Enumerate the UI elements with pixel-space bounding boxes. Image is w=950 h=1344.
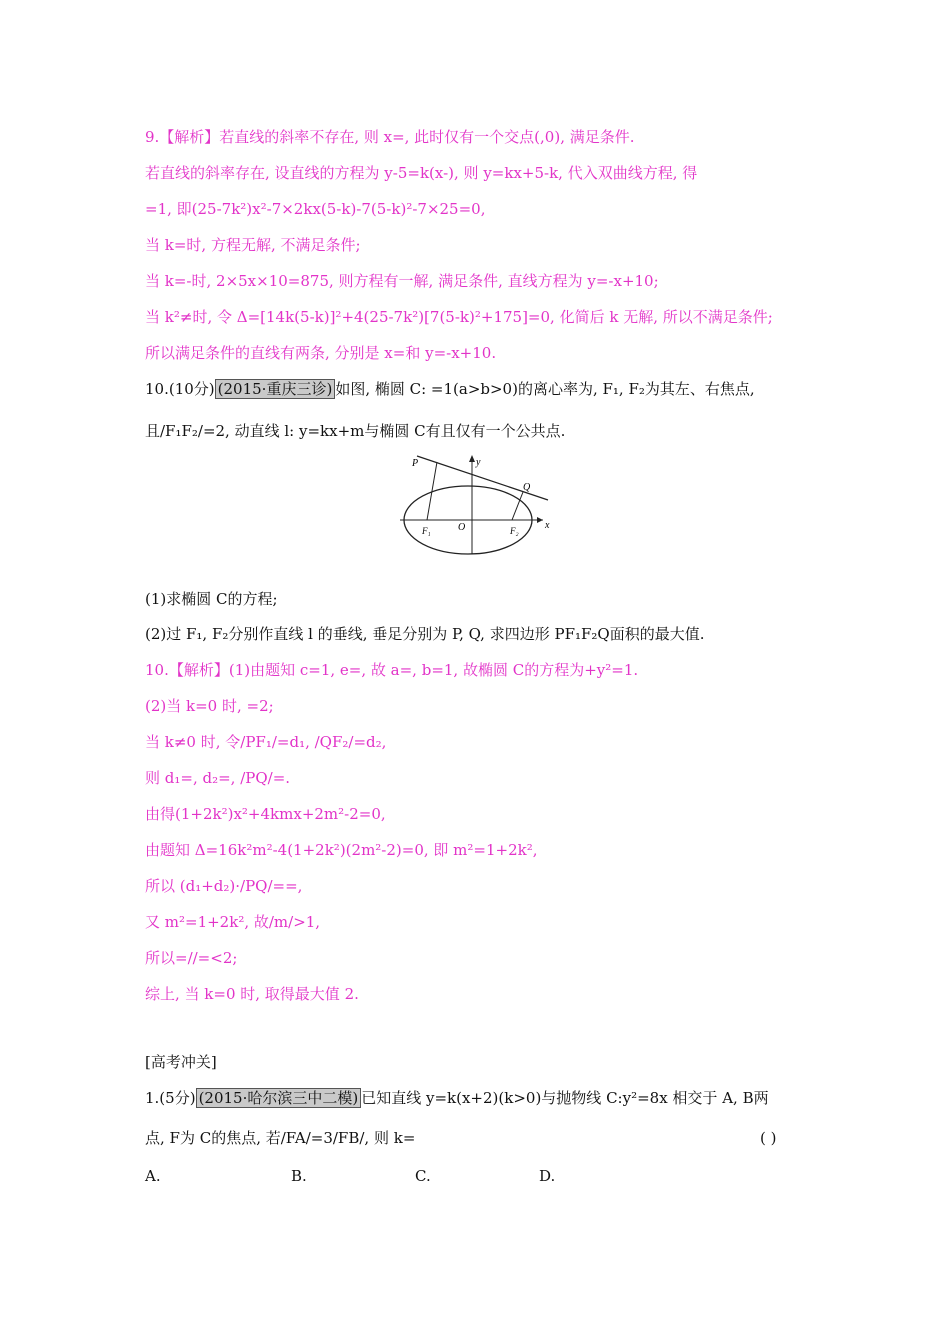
sol10-line-6: 由题知 Δ=16k²m²-4(1+2k²)(2m²-2)=0, 即 m²=1+2k², [145,841,538,859]
label-f2: F₂ [510,526,519,536]
sol10-line-7: 所以 (d₁+d₂)·/PQ/==, [145,877,303,895]
source-tag: (2015·哈尔滨三中二模) [196,1088,362,1108]
prob10-line-2: 且/F₁F₂/=2, 动直线 l: y=kx+m与椭圆 C有且仅有一个公共点. [145,422,566,440]
sol10-line-1: 10.【解析】(1)由题知 c=1, e=, 故 a=, b=1, 故椭圆 C的方程为+y²=1. [145,661,639,679]
prob1-line-2: 点, F为 C的焦点, 若/FA/=3/FB/, 则 k= [145,1129,416,1147]
sol9-line-1: 9.【解析】若直线的斜率不存在, 则 x=, 此时仅有一个交点(,0), 满足条件. [145,128,635,146]
prob1-text-1: 已知直线 y=k(x+2)(k>0)与抛物线 C:y²=8x 相交于 A, B两 [361,1089,769,1107]
label-x: x [545,520,550,531]
source-tag: (2015·重庆三诊) [215,379,336,399]
label-q: Q [523,482,531,493]
sol9-line-3: =1, 即(25-7k²)x²-7×2kx(5-k)-7(5-k)²-7×25=0, [145,200,486,218]
option-d: D. [539,1167,556,1185]
prob1-line-1 [145,1088,769,1108]
option-b: B. [291,1167,307,1185]
label-p: P [412,458,419,469]
ellipse-figure [395,452,555,562]
sol10-line-5: 由得(1+2k²)x²+4kmx+2m²-2=0, [145,805,386,823]
sol9-line-5: 当 k=-时, 2×5x×10=875, 则方程有一解, 满足条件, 直线方程为 y=-x+10; [145,272,659,290]
sol9-line-7: 所以满足条件的直线有两条, 分别是 x=和 y=-x+10. [145,344,497,362]
label-f1: F₁ [422,526,431,536]
label-y: y [476,457,481,468]
sol10-line-3: 当 k≠0 时, 令/PF₁/=d₁, /QF₂/=d₂, [145,733,387,751]
prob10-question-2: (2)过 F₁, F₂分别作直线 l 的垂线, 垂足分别为 P, Q, 求四边形 PF₁F₂Q面积的最大值. [145,625,705,643]
sol10-line-9: 所以=//=<2; [145,949,238,967]
sol10-line-8: 又 m²=1+2k², 故/m/>1, [145,913,321,931]
prob10-number: 10.(10分) [145,380,215,398]
sol10-line-4: 则 d₁=, d₂=, /PQ/=. [145,769,291,787]
answer-parentheses: ( ) [760,1129,777,1147]
sol10-line-2: (2)当 k=0 时, =2; [145,697,274,715]
prob10-text-1: 如图, 椭圆 C: =1(a>b>0)的离心率为, F₁, F₂为其左、右焦点, [335,380,755,398]
prob10-question-1: (1)求椭圆 C的方程; [145,590,278,608]
section-title: [高考冲关] [145,1053,217,1071]
sol9-line-2: 若直线的斜率存在, 设直线的方程为 y-5=k(x-), 则 y=kx+5-k, 代入双曲线方程, 得 [145,164,698,182]
sol9-line-6: 当 k²≠时, 令 Δ=[14k(5-k)]²+4(25-7k²)[7(5-k)²+175]=0, 化简后 k 无解, 所以不满足条件; [145,308,773,326]
sol10-line-10: 综上, 当 k=0 时, 取得最大值 2. [145,985,359,1003]
option-a: A. [145,1167,161,1185]
option-c: C. [415,1167,431,1185]
sol9-line-4: 当 k=时, 方程无解, 不满足条件; [145,236,361,254]
label-o: O [458,522,466,533]
y-axis-arrow [469,455,475,462]
x-axis-arrow [537,517,543,523]
prob1-number: 1.(5分) [145,1089,196,1107]
prob10-line-1 [145,379,755,399]
